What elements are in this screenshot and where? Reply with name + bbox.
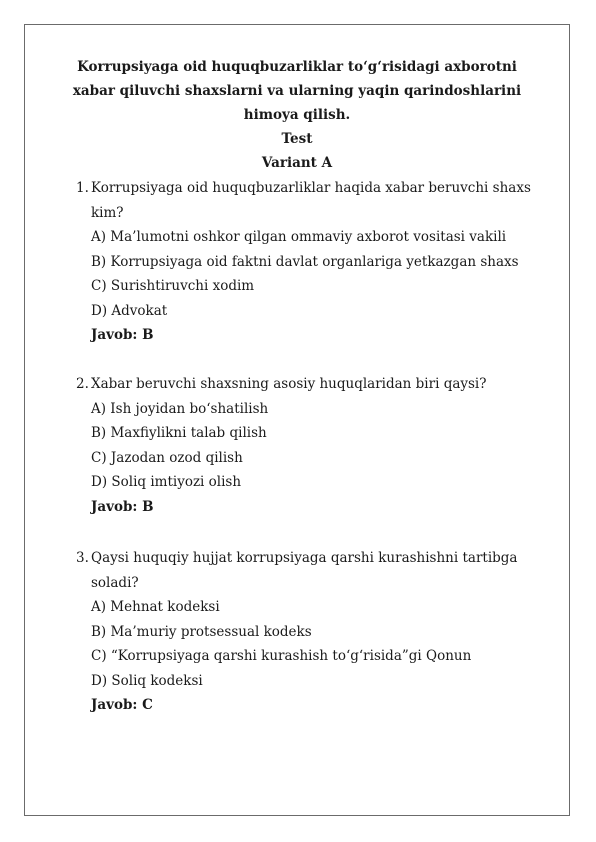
question-1 xyxy=(76,176,556,348)
document-header xyxy=(24,55,570,175)
option-b: B) Korrupsiyaga oid faktni davlat organlariga yetkazgan shaxs xyxy=(91,253,519,270)
variant-label: Variant A xyxy=(261,155,333,171)
answer: Javob: B xyxy=(91,327,154,343)
option-c: C) Jazodan ozod qilish xyxy=(91,449,243,466)
question-3 xyxy=(76,546,556,718)
question-text-continued: soladi? xyxy=(91,574,139,591)
title-line: himoya qilish. xyxy=(243,107,351,123)
question-number: 3. xyxy=(76,550,89,566)
question-text: Korrupsiyaga oid huquqbuzarliklar haqida xabar beruvchi shaxs xyxy=(91,180,531,196)
option-c: C) “Korrupsiyaga qarshi kurashish to‘g‘risida”gi Qonun xyxy=(91,648,472,664)
option-a: A) Ma’lumotni oshkor qilgan ommaviy axborot vositasi vakili xyxy=(91,229,507,245)
title-line: Korrupsiyaga oid huquqbuzarliklar to‘g‘risidagi axborotni xyxy=(77,59,517,75)
answer: Javob: C xyxy=(91,697,153,713)
option-b: B) Maxfiylikni talab qilish xyxy=(91,425,267,441)
option-b: B) Ma’muriy protsessual kodeks xyxy=(91,623,312,640)
question-text-continued: kim? xyxy=(91,204,124,221)
title-line: xabar qiluvchi shaxslarni va ularning yaqin qarindoshlarini xyxy=(72,83,522,99)
test-label: Test xyxy=(281,131,313,147)
option-d: D) Soliq kodeksi xyxy=(91,672,203,689)
question-text: Qaysi huquqiy hujjat korrupsiyaga qarshi kurashishni tartibga xyxy=(91,550,518,566)
option-d: D) Advokat xyxy=(91,302,168,319)
option-d: D) Soliq imtiyozi olish xyxy=(91,474,242,490)
option-a: A) Mehnat kodeksi xyxy=(91,599,220,615)
question-number: 2. xyxy=(76,376,89,392)
question-text: Xabar beruvchi shaxsning asosiy huquqlaridan biri qaysi? xyxy=(91,376,487,392)
answer: Javob: B xyxy=(91,498,154,515)
option-c: C) Surishtiruvchi xodim xyxy=(91,278,255,294)
question-2 xyxy=(76,372,556,519)
option-a: A) Ish joyidan bo‘shatilish xyxy=(91,400,269,417)
question-number: 1. xyxy=(76,180,89,196)
